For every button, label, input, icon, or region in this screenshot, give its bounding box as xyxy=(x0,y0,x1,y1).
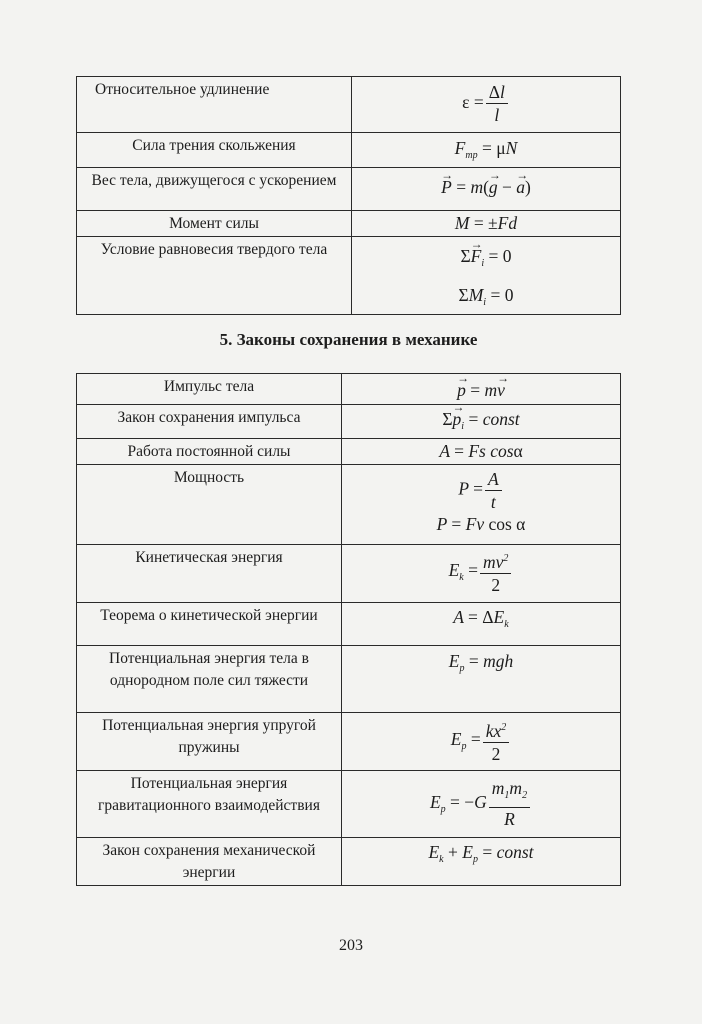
quantity-name: Условие равновесия твердого тела xyxy=(77,237,352,315)
quantity-name: Работа постоянной силы xyxy=(77,439,342,465)
table-row xyxy=(77,439,621,465)
table-row xyxy=(77,374,621,405)
table-row xyxy=(77,603,621,646)
formula-cell: $E_k + E_p$ = const xyxy=(342,838,621,886)
formula-cell: $\Sigma\to F_i = 0$ $\Sigma M_i = 0$ xyxy=(352,237,621,315)
quantity-name: Теорема о кинетической энергии xyxy=(77,603,342,646)
formula-cell: $E_p$ = $\frac{kx^2}{2}$ xyxy=(342,713,621,771)
formula-cell: M = ±Fd xyxy=(352,211,621,237)
formula-cell: $E_p$ = mgh xyxy=(342,646,621,713)
table-row xyxy=(77,133,621,168)
section-heading: 5. Законы сохранения в механике xyxy=(219,330,478,349)
formula-cell: → p = m→ v xyxy=(342,374,621,405)
formula-cell: A = Fs cosα xyxy=(342,439,621,465)
formula-cell: P = $\frac{A}{t}$ P = Fv cos α xyxy=(342,465,621,545)
table-row xyxy=(77,237,621,315)
quantity-name: Потенциальная энергия упругой пружины xyxy=(77,713,342,771)
table-row xyxy=(77,211,621,237)
quantity-name: Относительное удлинение xyxy=(77,77,352,133)
quantity-name: Потенциальная энергия тела в однородном поле сил тяжести xyxy=(77,646,342,713)
quantity-name: Импульс тела xyxy=(77,374,342,405)
quantity-name: Момент силы xyxy=(77,211,352,237)
quantity-name: Закон сохранения импульса xyxy=(77,405,342,439)
quantity-name: Мощность xyxy=(77,465,342,545)
conservation-laws-table xyxy=(76,373,621,886)
quantity-name: Вес тела, движущегося с ускорением xyxy=(77,168,352,211)
table-row xyxy=(77,545,621,603)
table-row xyxy=(77,168,621,211)
formula-cell: ε = $\frac{\Delta l}{l}$ xyxy=(352,77,621,133)
quantity-name: Сила трения скольжения xyxy=(77,133,352,168)
formula-cell: $F_{тр} = \mu N$ xyxy=(352,133,621,168)
table-row xyxy=(77,465,621,545)
table-row xyxy=(77,77,621,133)
quantity-name: Кинетическая энергия xyxy=(77,545,342,603)
formula-cell: → P = m(→ g − → a) xyxy=(352,168,621,211)
table-row xyxy=(77,771,621,838)
quantity-name: Закон сохранения механической энергии xyxy=(77,838,342,886)
quantity-name: Потенциальная энергия гравитационного взаимодействия xyxy=(77,771,342,838)
table-row xyxy=(77,646,621,713)
formula-cell: $A = \Delta E_k$ xyxy=(342,603,621,646)
mechanics-formulas-table xyxy=(76,76,621,315)
page-number: 203 xyxy=(339,937,363,954)
table-row xyxy=(77,405,621,439)
table-row xyxy=(77,838,621,886)
formula-cell: $E_p = -G$ $\frac{m_1m_2}{R}$ xyxy=(342,771,621,838)
formula-cell: $\Sigma\to p_i$ = const xyxy=(342,405,621,439)
table-row xyxy=(77,713,621,771)
formula-cell: $E_k$ = $\frac{mv^2}{2}$ xyxy=(342,545,621,603)
